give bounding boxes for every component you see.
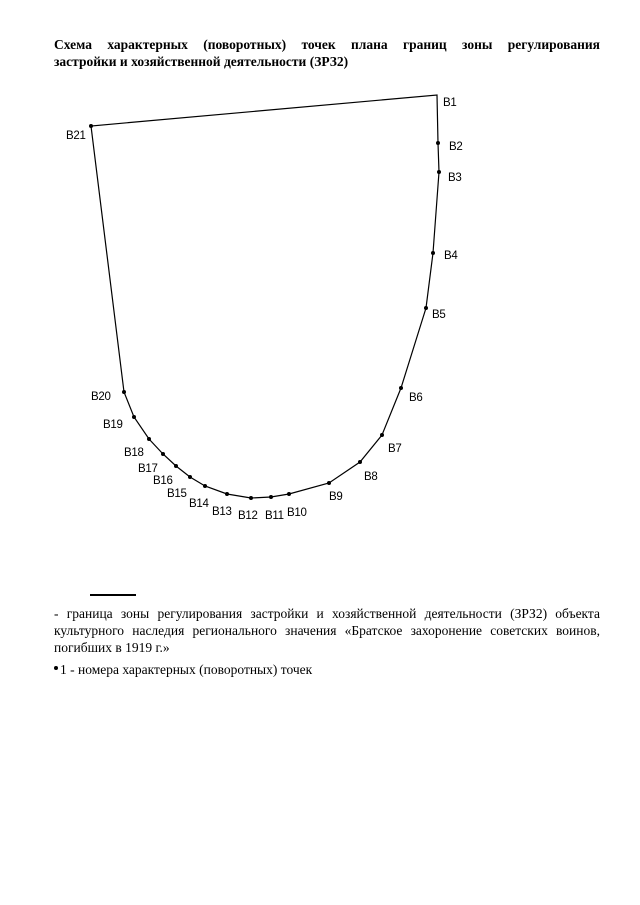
boundary-point-5 <box>424 306 428 310</box>
boundary-point-21 <box>89 124 93 128</box>
boundary-point-13 <box>225 492 229 496</box>
point-label-9: В9 <box>329 491 343 503</box>
point-label-11: В11 <box>265 510 284 522</box>
point-label-16: В16 <box>153 475 173 487</box>
legend-boundary-description: - граница зоны регулирования застройки и хозяйственной деятельности (ЗРЗ2) объекта культурного наследия регионального значения «Братское захоронение советских воинов, погибших в 1919 г.» <box>54 606 600 655</box>
point-label-17: В17 <box>138 463 158 475</box>
boundary-point-10 <box>287 492 291 496</box>
legend-boundary-line-sample <box>90 594 136 596</box>
boundary-point-8 <box>358 460 362 464</box>
point-label-14: В14 <box>189 498 209 510</box>
boundary-point-20 <box>122 390 126 394</box>
point-label-18: В18 <box>124 447 144 459</box>
point-label-4: В4 <box>444 250 458 262</box>
point-label-2: В2 <box>449 141 463 153</box>
boundary-point-9 <box>327 481 331 485</box>
boundary-point-3 <box>437 170 441 174</box>
point-label-13: В13 <box>212 506 232 518</box>
point-label-19: В19 <box>103 419 123 431</box>
point-label-5: В5 <box>432 309 446 321</box>
boundary-point-2 <box>436 141 440 145</box>
boundary-point-12 <box>249 496 253 500</box>
point-label-10: В10 <box>287 507 307 519</box>
zone-boundary-line <box>91 95 439 498</box>
boundary-point-16 <box>174 464 178 468</box>
boundary-point-14 <box>203 484 207 488</box>
point-label-1: В1 <box>443 97 457 109</box>
point-label-3: В3 <box>448 172 462 184</box>
boundary-point-17 <box>161 452 165 456</box>
point-label-15: В15 <box>167 488 187 500</box>
boundary-point-18 <box>147 437 151 441</box>
legend-point-dot-icon <box>54 666 58 670</box>
boundary-point-4 <box>431 251 435 255</box>
legend-points-text: 1 - номера характерных (поворотных) точек <box>60 662 313 677</box>
boundary-point-19 <box>132 415 136 419</box>
boundary-point-6 <box>399 386 403 390</box>
point-label-20: В20 <box>91 391 111 403</box>
point-label-7: В7 <box>388 443 402 455</box>
legend-points-description <box>54 661 312 678</box>
point-label-8: В8 <box>364 471 378 483</box>
title-line-2: застройки и хозяйственной деятельности (ЗРЗ2) <box>54 54 349 69</box>
boundary-point-7 <box>380 433 384 437</box>
point-label-21: В21 <box>66 130 86 142</box>
boundary-point-11 <box>269 495 273 499</box>
point-label-6: В6 <box>409 392 423 404</box>
point-label-12: В12 <box>238 510 258 522</box>
title-line-1: Схема характерных (поворотных) точек плана границ зоны регулирования <box>54 37 600 52</box>
boundary-point-15 <box>188 475 192 479</box>
